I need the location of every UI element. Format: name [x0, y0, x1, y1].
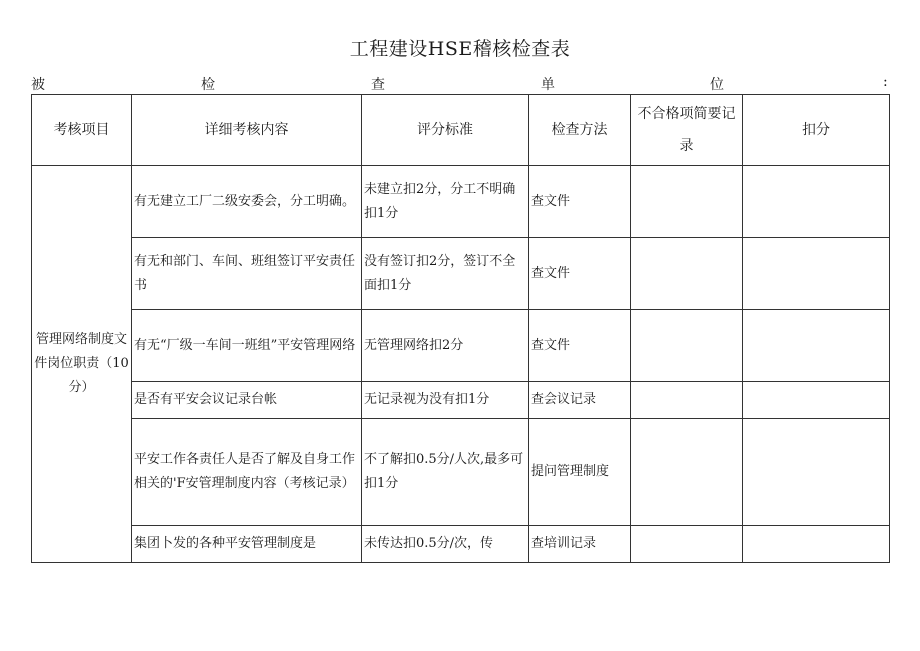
record-cell	[631, 526, 743, 563]
inspected-unit-char: 检	[201, 77, 215, 93]
record-cell	[631, 382, 743, 419]
inspected-unit-line	[31, 74, 889, 94]
score-cell	[743, 238, 890, 310]
header-method: 检查方法	[529, 95, 631, 166]
table-header-row	[32, 95, 890, 166]
table-row	[32, 382, 890, 419]
header-deduction: 扣分	[743, 95, 890, 166]
method-cell: 查文件	[529, 310, 631, 382]
inspected-unit-char: 单	[541, 77, 555, 93]
method-cell: 提问管理制度	[529, 419, 631, 526]
header-nonconformity: 不合格项简要记录	[631, 95, 743, 166]
criteria-cell: 无管理网络扣2分	[362, 310, 529, 382]
method-cell: 查文件	[529, 238, 631, 310]
header-criteria: 评分标准	[362, 95, 529, 166]
inspected-unit-char: :	[883, 74, 888, 90]
inspected-unit-char: 查	[371, 77, 385, 93]
table-row	[32, 166, 890, 238]
record-cell	[631, 419, 743, 526]
method-cell: 查培训记录	[529, 526, 631, 563]
inspected-unit-char: 位	[710, 77, 724, 93]
score-cell	[743, 382, 890, 419]
header-item: 考核项目	[32, 95, 132, 166]
criteria-cell: 未建立扣2分，分工不明确扣1分	[362, 166, 529, 238]
score-cell	[743, 419, 890, 526]
record-cell	[631, 166, 743, 238]
content-cell: 集团卜发的各种平安管理制度是	[132, 526, 362, 563]
score-cell	[743, 166, 890, 238]
method-cell: 查文件	[529, 166, 631, 238]
method-cell: 查会议记录	[529, 382, 631, 419]
content-cell: 平安工作各责任人是否了解及自身工作相关的'F安管理制度内容（考核记录）	[132, 419, 362, 526]
criteria-cell: 未传达扣0.5分/次，传	[362, 526, 529, 563]
score-cell	[743, 310, 890, 382]
document-title: 工程建设HSE稽核检查表	[349, 38, 571, 60]
content-cell: 有无建立工厂二级安委会，分工明确。	[132, 166, 362, 238]
content-cell: 有无“厂级一车间一班组”平安管理网络	[132, 310, 362, 382]
record-cell	[631, 238, 743, 310]
criteria-cell: 不了解扣0.5分/人次,最多可扣1分	[362, 419, 529, 526]
criteria-cell: 没有签订扣2分，签订不全面扣1分	[362, 238, 529, 310]
category-cell: 管理网络制度文件岗位职责（10分）	[32, 166, 132, 563]
table-row	[32, 238, 890, 310]
table-row	[32, 419, 890, 526]
header-content: 详细考核内容	[132, 95, 362, 166]
criteria-cell: 无记录视为没有扣1分	[362, 382, 529, 419]
inspection-table	[31, 94, 890, 563]
inspected-unit-char: 被	[31, 77, 45, 93]
table-row	[32, 310, 890, 382]
content-cell: 是否有平安会议记录台帐	[132, 382, 362, 419]
score-cell	[743, 526, 890, 563]
table-row	[32, 526, 890, 563]
content-cell: 有无和部门、车间、班组签订平安责任书	[132, 238, 362, 310]
record-cell	[631, 310, 743, 382]
